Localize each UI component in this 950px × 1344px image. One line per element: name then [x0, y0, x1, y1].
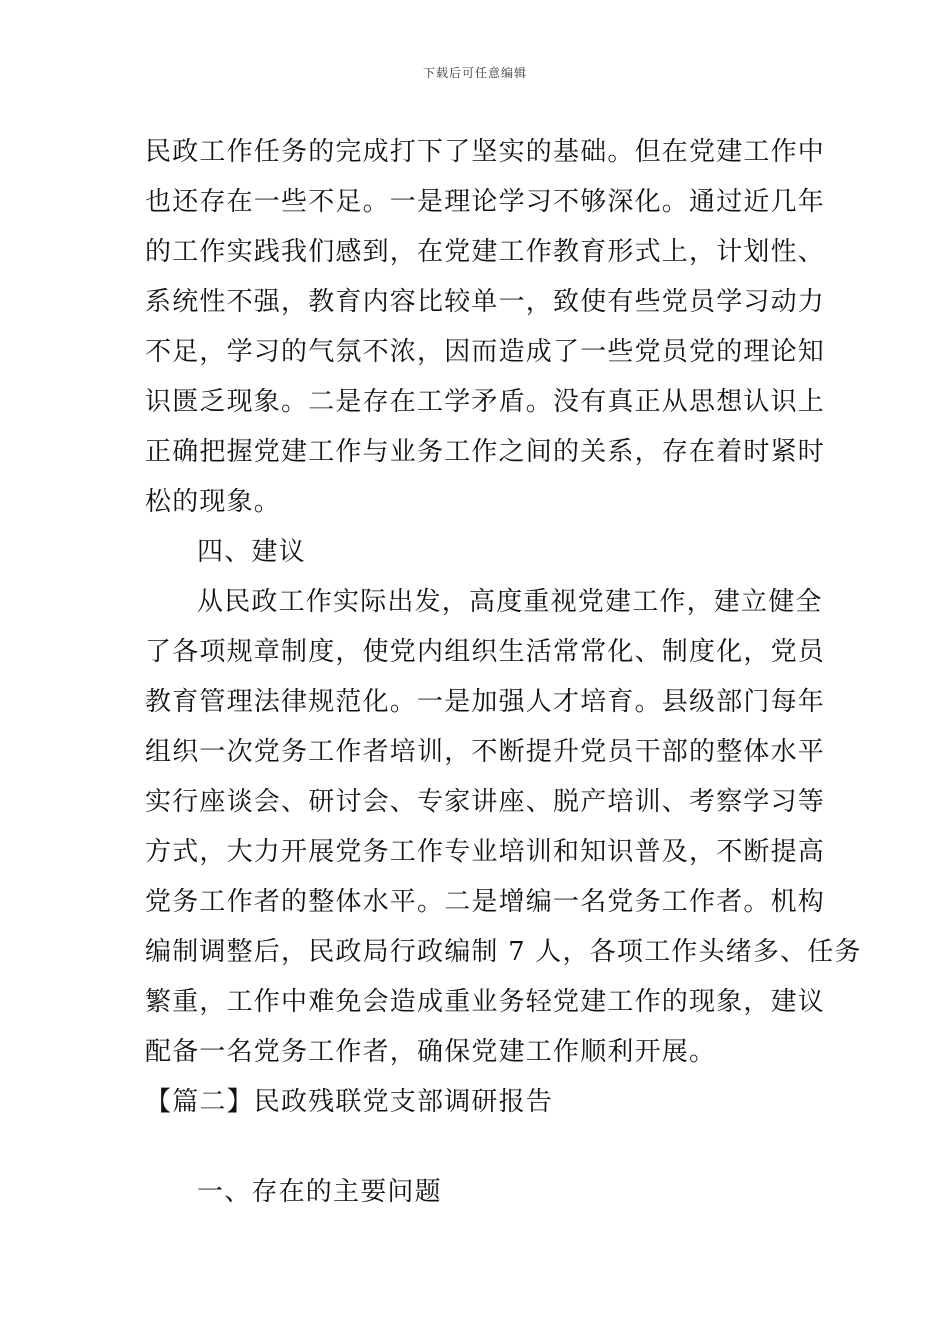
- text-line: 不足，学习的气氛不浓，因而造成了一些党员党的理论知: [145, 337, 826, 367]
- text-line: 组织一次党务工作者培训，不断提升党员干部的整体水平: [145, 737, 826, 767]
- text-line: 的工作实践我们感到，在党建工作教育形式上，计划性、: [145, 237, 826, 267]
- text-line: 了各项规章制度，使党内组织生活常常化、制度化，党员: [145, 637, 826, 667]
- section-heading: 四、建议: [197, 537, 306, 567]
- text-line: 系统性不强，教育内容比较单一，致使有些党员学习动力: [145, 287, 826, 317]
- section-heading: 一、存在的主要问题: [197, 1177, 442, 1207]
- page-header: 下载后可任意编辑: [422, 66, 527, 80]
- document-body: [145, 127, 862, 1217]
- text-line: 正确把握党建工作与业务工作之间的关系，存在着时紧时: [145, 437, 826, 467]
- text-line: 方式，大力开展党务工作专业培训和知识普及，不断提高: [145, 837, 826, 867]
- text-line: 也还存在一些不足。一是理论学习不够深化。通过近几年: [145, 187, 826, 217]
- text-line: 松的现象。: [145, 487, 282, 517]
- text-line: 从民政工作实际出发，高度重视党建工作，建立健全: [197, 587, 823, 617]
- text-line: 党务工作者的整体水平。二是增编一名党务工作者。机构: [145, 887, 826, 917]
- text-line: 民政工作任务的完成打下了坚实的基础。但在党建工作中: [145, 137, 826, 167]
- text-line: 配备一名党务工作者，确保党建工作顺利开展。: [145, 1037, 717, 1067]
- text-line: 识匮乏现象。二是存在工学矛盾。没有真正从思想认识上: [145, 387, 826, 417]
- text-line: 编制调整后，民政局行政编制 7 人，各项工作头绪多、任务: [145, 937, 862, 967]
- spacer: [145, 1127, 810, 1167]
- text-line: 实行座谈会、研讨会、专家讲座、脱产培训、考察学习等: [145, 787, 826, 817]
- chapter-title: 【篇二】民政残联党支部调研报告: [145, 1087, 554, 1117]
- text-line: 繁重，工作中难免会造成重业务轻党建工作的现象，建议: [145, 987, 826, 1017]
- text-line: 教育管理法律规范化。一是加强人才培育。县级部门每年: [145, 687, 826, 717]
